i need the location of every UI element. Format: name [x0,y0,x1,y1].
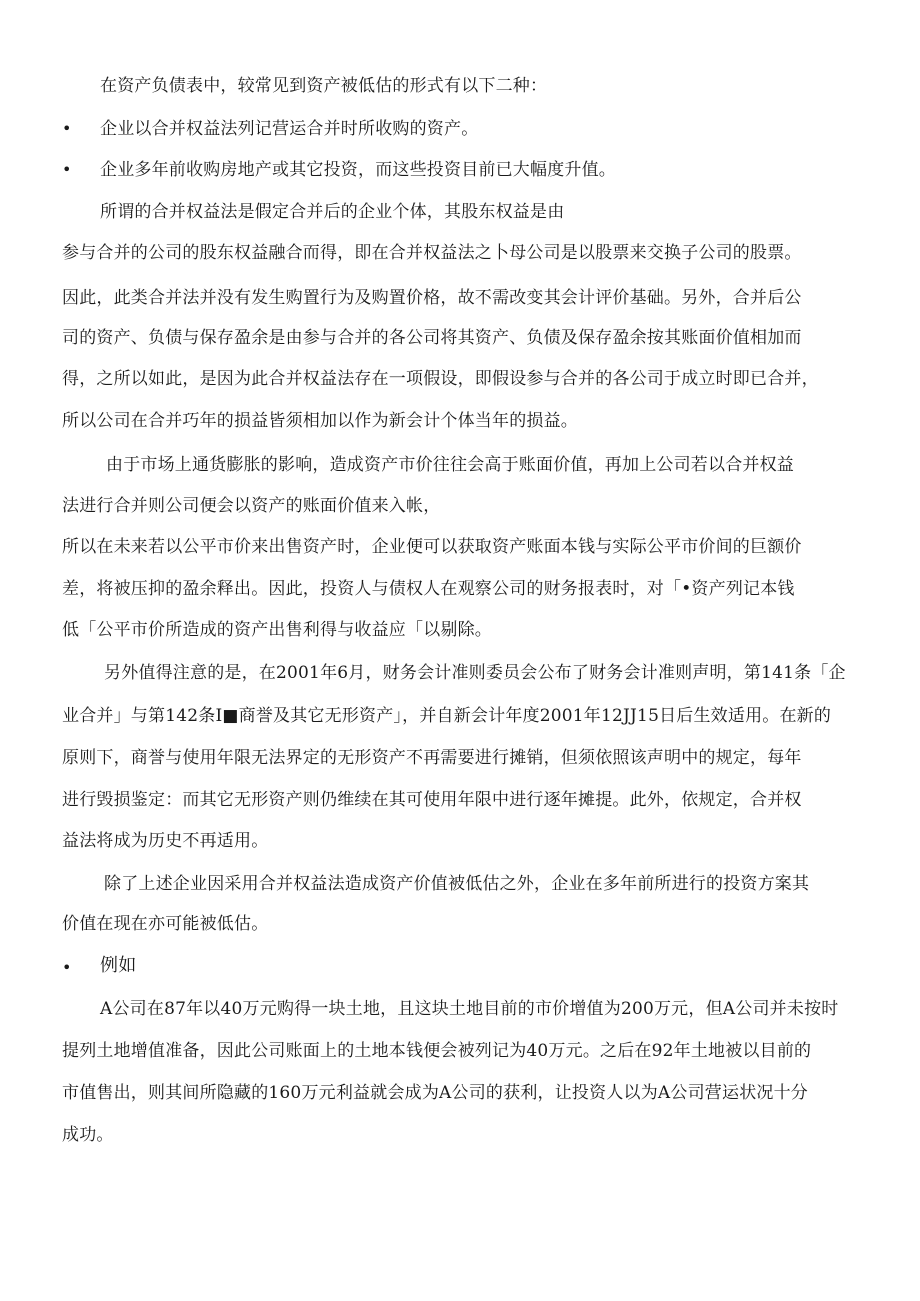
paragraph-line: 另外值得注意的是，在2001年6月，财务会计准则委员会公布了财务会计准则声明，第141条「企 [104,663,846,683]
paragraph-line: 市值售出，则其间所隐藏的160万元利益就会成为A公司的获利，让投资人以为A公司营运状况十分 [62,1083,808,1103]
paragraph-line: 进行毁损鉴定：而其它无形资产则仍维续在其可使用年限中进行逐年摊提。此外，依规定，合并权 [62,790,802,810]
paragraph-line: A公司在87年以40万元购得一块土地，且这块土地目前的市价增值为200万元，但A公司并未按时 [100,999,839,1019]
paragraph-line: 所谓的合并权益法是假定合并后的企业个体，其股东权益是由 [100,202,565,222]
paragraph-line: 司的资产、负债与保存盈余是由参与合并的各公司将其资产、负债及保存盈余按其账面价值相加而 [62,328,802,348]
bullet-marker: • [62,119,72,138]
paragraph-line: 法进行合并则公司便会以资产的账面价值来入帐， [62,496,441,516]
bullet-item: 企业多年前收购房地产或其它投资，而这些投资目前已大幅度升值。 [100,160,616,180]
paragraph-line: 业合并」与第142条I■商誉及其它无形资产」，并自新会计年度2001年12JJ15日后生效适用。在新的 [62,706,832,726]
paragraph-line: 益法将成为历史不再适用。 [62,831,269,851]
paragraph-line: 提列土地增值准备，因此公司账面上的土地本钱便会被列记为40万元。之后在92年土地被以目前的 [62,1041,812,1061]
paragraph-line: 除了上述企业因采用合并权益法造成资产价值被低估之外，企业在多年前所进行的投资方案其 [104,874,810,894]
paragraph-line: 因此，此类合并法并没有发生购置行为及购置价格，故不需改变其会计评价基础。另外，合并后公 [62,288,802,308]
paragraph-line: 原则下，商誉与使用年限无法界定的无形资产不再需要进行摊销，但须依照该声明中的规定，每年 [62,748,802,768]
bullet-marker: • [62,160,72,179]
bullet-item: 企业以合并权益法列记营运合并时所收购的资产。 [100,119,479,139]
paragraph-line: 由于市场上通货膨胀的影响，造成资产市价往往会高于账面价值，再加上公司若以合并权益 [106,455,794,475]
paragraph-line: 所以公司在合并巧年的损益皆须相加以作为新会计个体当年的损益。 [62,411,578,431]
paragraph-line: 参与合并的公司的股东权益融合而得，即在合并权益法之卜母公司是以股票来交换子公司的股票。 [62,243,802,263]
paragraph-line: 低「公平市价所造成的资产出售利得与收益应「以剔除。 [62,620,492,640]
paragraph-line: 差，将被压抑的盈余释出。因此，投资人与债权人在观察公司的财务报表时，对「•资产列记本钱 [62,579,795,599]
paragraph-line: 得，之所以如此，是因为此合并权益法存在一项假设，即假设参与合并的各公司于成立时即已合并， [62,369,819,389]
intro-line: 在资产负债表中，较常见到资产被低估的形式有以下二种： [100,76,548,96]
example-heading: 例如 [100,955,137,976]
paragraph-line: 所以在未来若以公平市价来出售资产时，企业便可以获取资产账面本钱与实际公平市价间的巨额价 [62,537,802,557]
paragraph-line: 成功。 [62,1125,114,1145]
paragraph-line: 价值在现在亦可能被低估。 [62,914,269,934]
bullet-marker: • [62,958,72,977]
